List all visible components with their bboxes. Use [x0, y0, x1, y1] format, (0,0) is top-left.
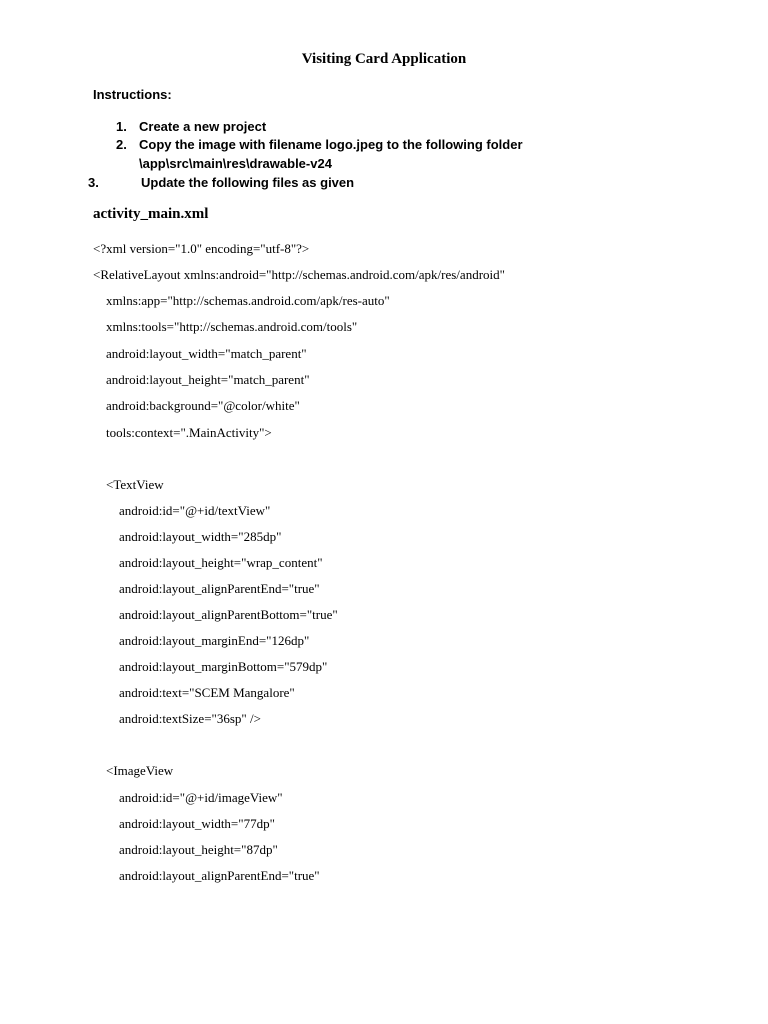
code-line: android:textSize="36sp" /> [119, 711, 261, 726]
code-line: android:layout_alignParentBottom="true" [119, 607, 338, 622]
code-line: android:layout_width="285dp" [119, 529, 282, 544]
step-text: Copy the image with filename logo.jpeg to the following folder [139, 137, 523, 152]
code-line: android:layout_alignParentEnd="true" [119, 868, 320, 883]
code-line: <ImageView [106, 763, 174, 778]
code-line: android:layout_height="87dp" [119, 842, 278, 857]
code-line: android:layout_marginEnd="126dp" [119, 633, 310, 648]
step-text: Create a new project [139, 119, 267, 134]
code-line: <?xml version="1.0" encoding="utf-8"?> [93, 241, 310, 256]
step-number: 1. [116, 119, 127, 134]
folder-path: \app\src\main\res\drawable-v24 [139, 156, 332, 171]
code-line: xmlns:app="http://schemas.android.com/apk/res-auto" [106, 293, 390, 308]
code-line: tools:context=".MainActivity"> [106, 425, 272, 440]
code-line: android:text="SCEM Mangalore" [119, 685, 295, 700]
step-number: 3. [88, 175, 99, 190]
step-number: 2. [116, 137, 127, 152]
code-line: xmlns:tools="http://schemas.android.com/tools" [106, 319, 358, 334]
code-line: android:background="@color/white" [106, 398, 300, 413]
code-line: android:id="@+id/textView" [119, 503, 271, 518]
code-line: android:id="@+id/imageView" [119, 790, 283, 805]
code-line: <TextView [106, 477, 164, 492]
code-line: android:layout_alignParentEnd="true" [119, 581, 320, 596]
code-line: android:layout_marginBottom="579dp" [119, 659, 328, 674]
code-line: <RelativeLayout xmlns:android="http://schemas.android.com/apk/res/android" [93, 267, 505, 282]
code-line: android:layout_width="77dp" [119, 816, 275, 831]
file-heading: activity_main.xml [93, 206, 209, 222]
instructions-heading: Instructions: [93, 87, 172, 102]
code-line: android:layout_width="match_parent" [106, 346, 307, 361]
step-text: Update the following files as given [141, 175, 355, 190]
code-line: android:layout_height="wrap_content" [119, 555, 323, 570]
document-title: Visiting Card Application [301, 51, 467, 67]
code-line: android:layout_height="match_parent" [106, 372, 310, 387]
